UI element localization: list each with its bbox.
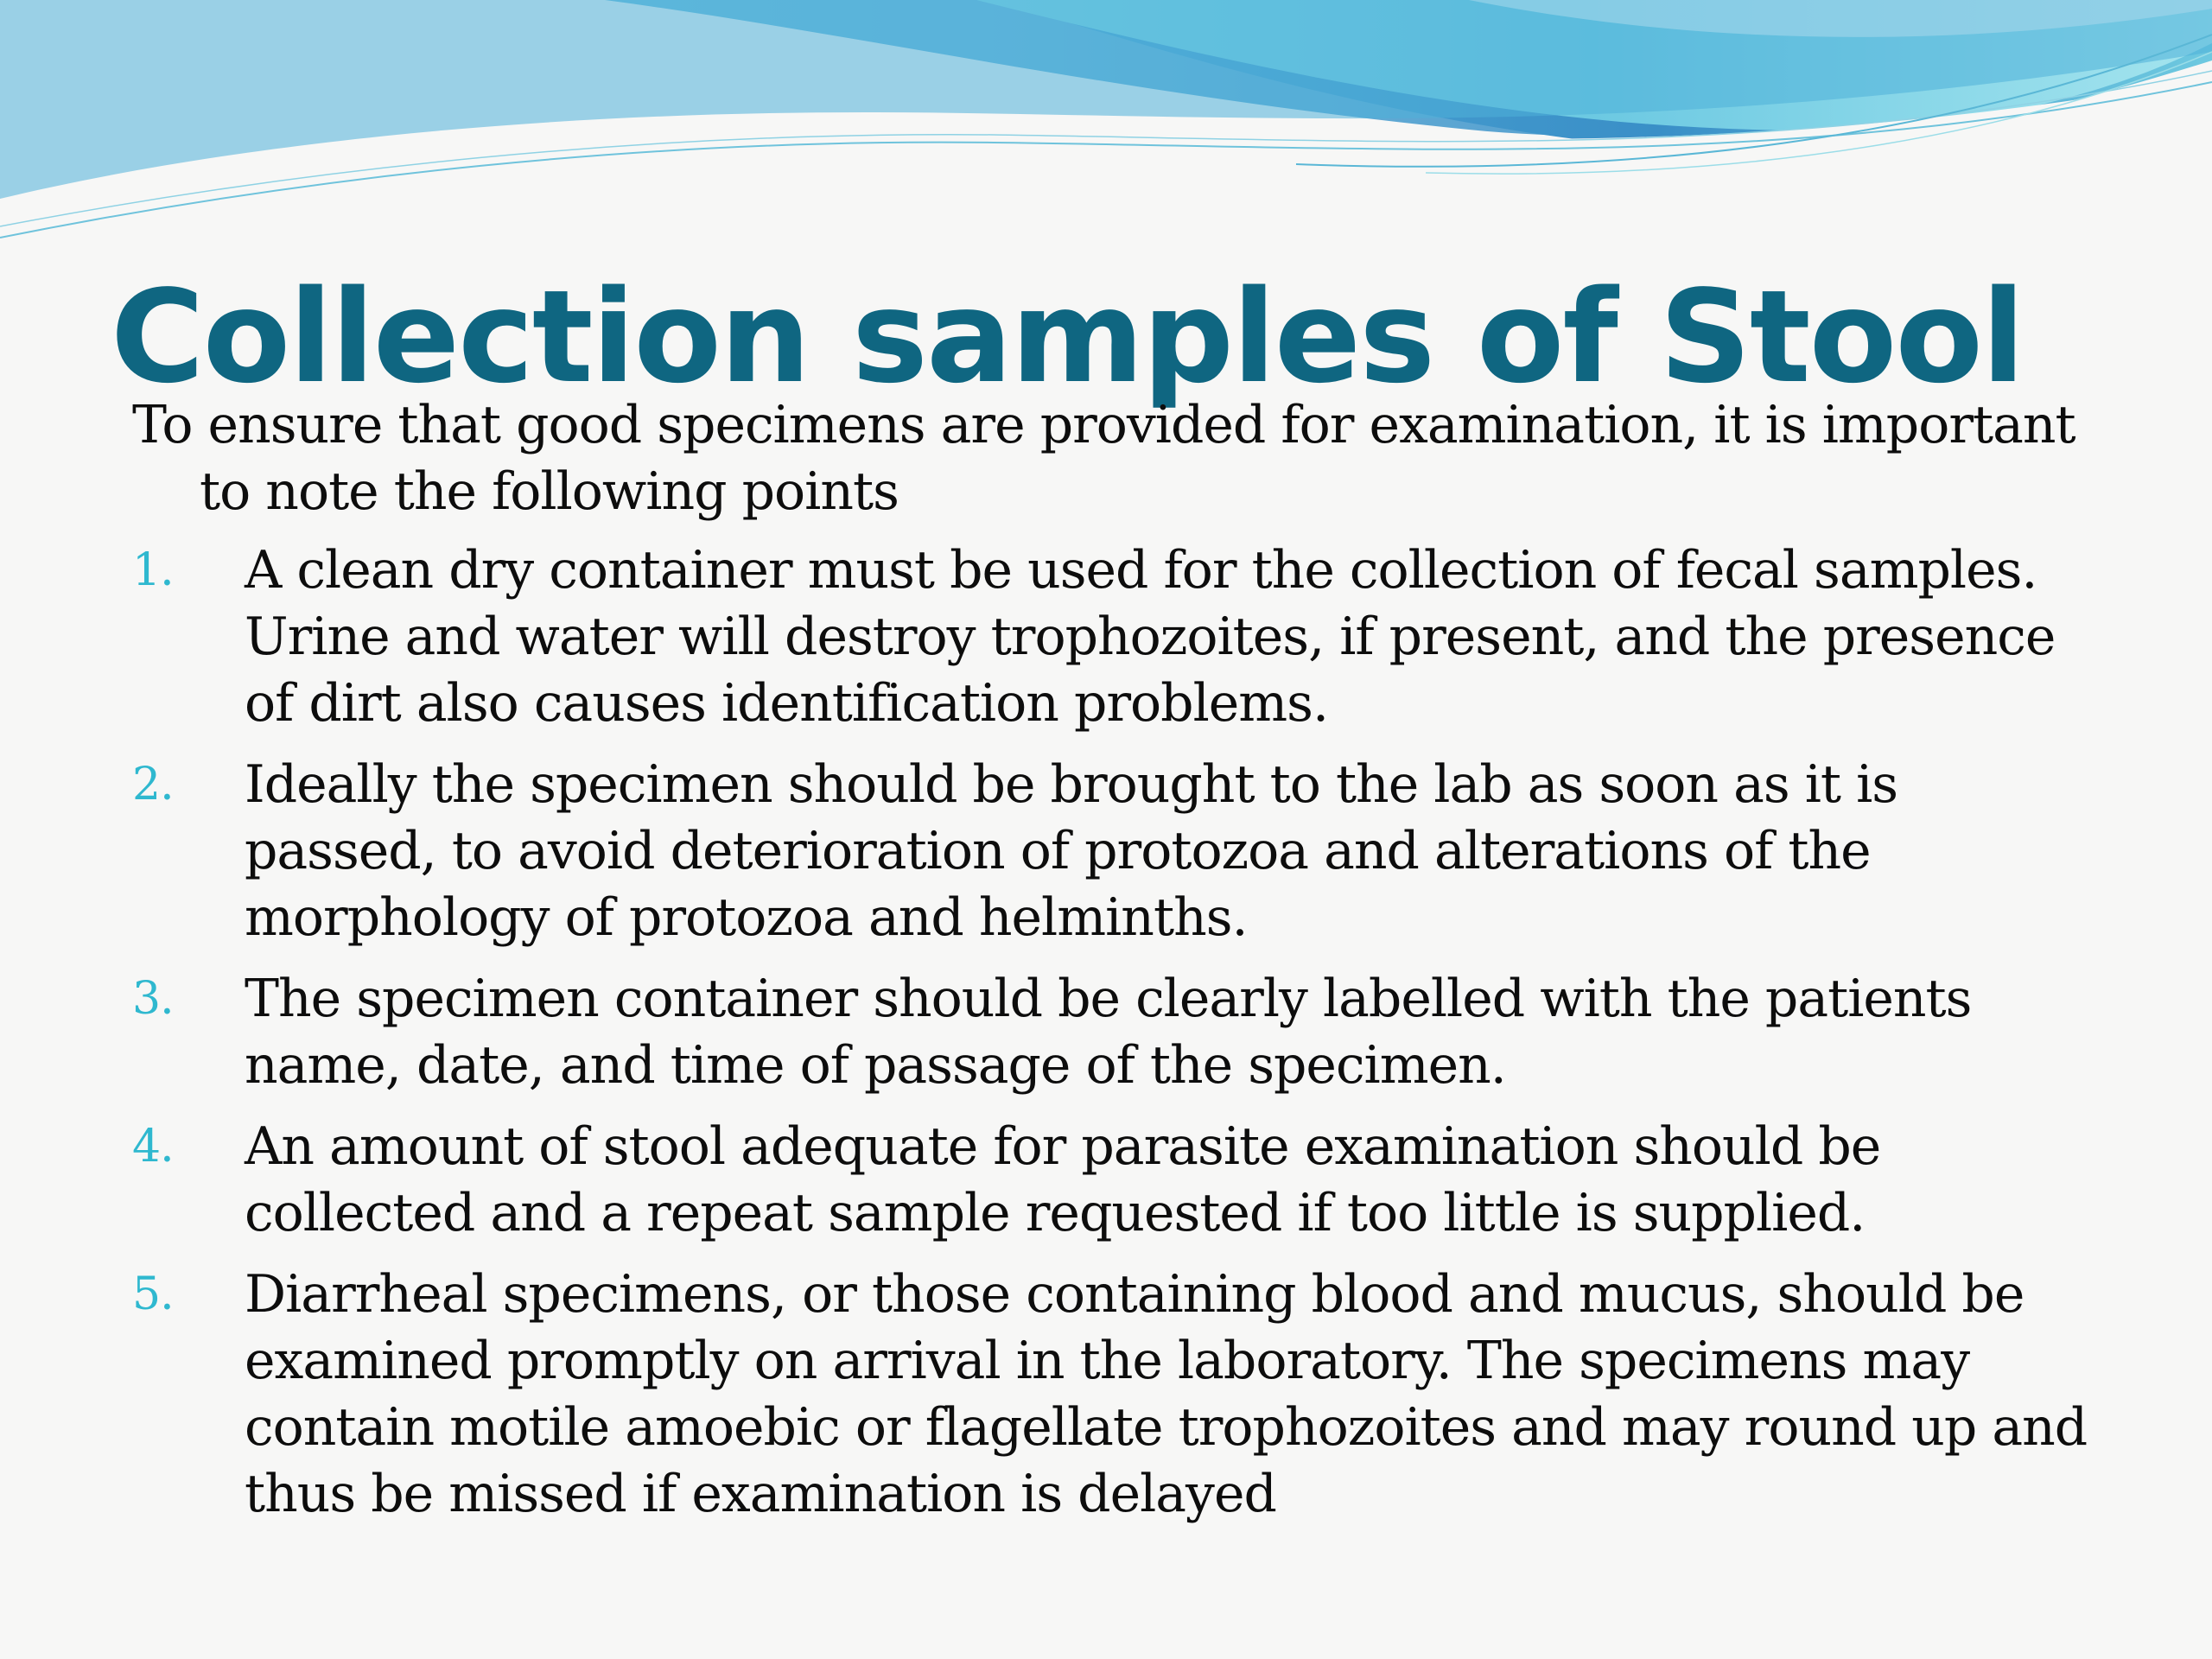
list-item-text: An amount of stool adequate for parasite examination should be collected and a repeat sample requested if too little is supplied. xyxy=(245,1116,1881,1243)
list-item xyxy=(132,966,2094,1099)
list-item-text: A clean dry container must be used for the collection of fecal samples. Urine and water will destroy trophozoites, if present, and the presence of dirt also causes identification problems. xyxy=(245,540,2056,734)
slide-body xyxy=(132,392,2094,1542)
list-item xyxy=(132,537,2094,737)
intro-paragraph: To ensure that good specimens are provided for examination, it is important to note the following points xyxy=(132,395,2075,522)
list-number: 1. xyxy=(132,544,174,596)
list-item-text: The specimen container should be clearly labelled with the patients name, date, and time of passage of the specimen. xyxy=(245,969,1972,1096)
list-item xyxy=(132,1114,2094,1247)
list-number: 5. xyxy=(132,1268,174,1320)
list-number: 4. xyxy=(132,1121,174,1173)
list-item-text: Ideally the specimen should be brought to the lab as soon as it is passed, to avoid deterioration of protozoa and alterations of the morphology of protozoa and helminths. xyxy=(245,754,1898,948)
list-number: 2. xyxy=(132,759,174,810)
list-item xyxy=(132,752,2094,951)
decorative-wave-banner xyxy=(0,0,2212,259)
list-item xyxy=(132,1262,2094,1528)
numbered-list xyxy=(132,537,2094,1528)
list-item-text: Diarrheal specimens, or those containing blood and mucus, should be examined promptly on arrival in the laboratory. The specimens may contain motile amoebic or flagellate trophozoites and may round up and thus be missed if examination is delayed xyxy=(245,1264,2088,1524)
slide-title: Collection samples of Stool xyxy=(111,263,2024,411)
list-number: 3. xyxy=(132,973,174,1025)
